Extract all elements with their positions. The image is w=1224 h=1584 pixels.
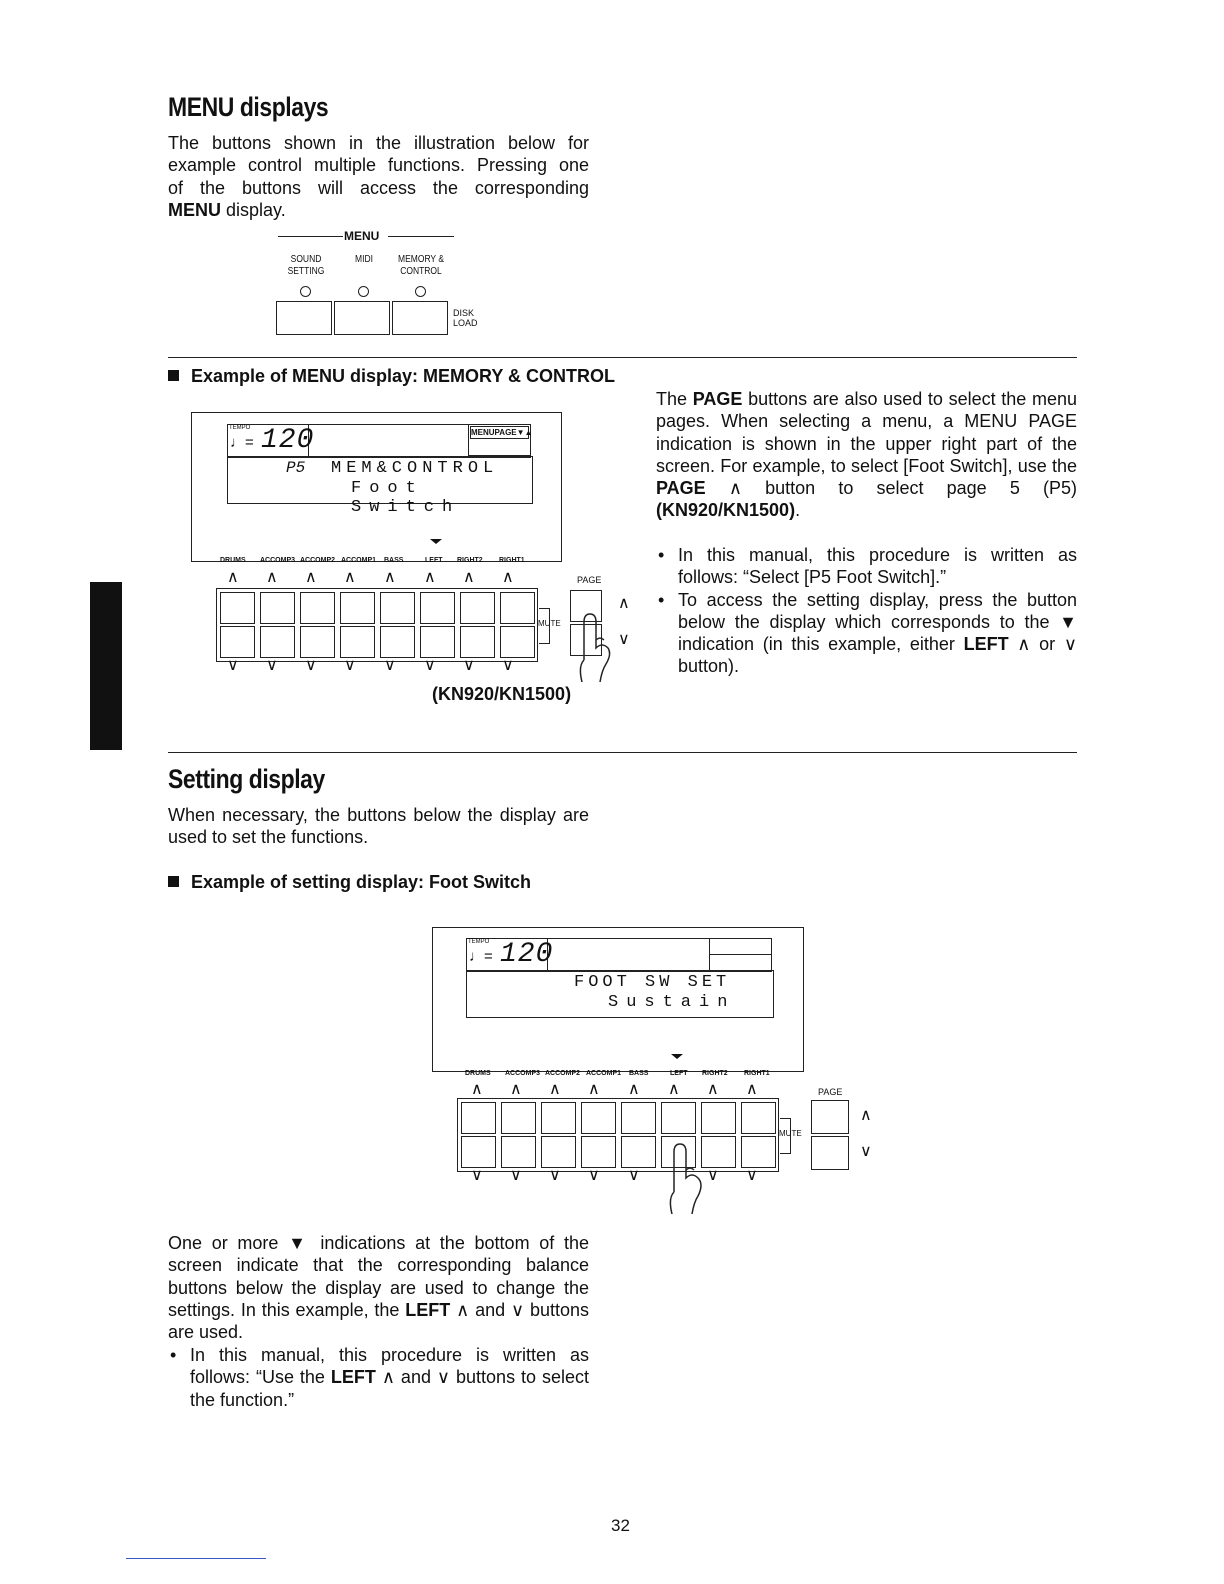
balance-up-button[interactable]: [701, 1102, 736, 1134]
balance-button-grid: [454, 1082, 884, 1212]
page-label: PAGE: [577, 575, 602, 585]
chevron-up-icon: ∧: [502, 569, 514, 586]
lcd-text-box: [227, 456, 533, 517]
chevron-down-icon: ∨: [549, 1167, 561, 1184]
chevron-up-icon: ∧: [707, 1081, 719, 1098]
tempo-value: 120: [500, 939, 554, 970]
bullet-item: • In this manual, this procedure is written as follows: “Select [P5 Foot Switch].”: [656, 544, 1077, 589]
chevron-down-icon: ∨: [707, 1167, 719, 1184]
channel-labels: DRUMS ACCOMP3 ACCOMP2 ACCOMP1 BASS LEFT RIGHT2 RIGHT1: [220, 557, 525, 564]
balance-up-button[interactable]: [220, 592, 255, 624]
note-icon: ♩=: [230, 434, 254, 451]
indication-paragraph: One or more ▼ indications at the bottom of the screen indicate that the corresponding balance buttons below the display are used to change the settings. In this example, the LEFT ∧ and ∨ buttons are used.: [168, 1233, 590, 1343]
bullet-square-icon: [168, 876, 179, 887]
balance-up-button[interactable]: [420, 592, 455, 624]
balance-down-button[interactable]: [300, 626, 335, 658]
chevron-up-icon: ∧: [266, 569, 278, 586]
chevron-up-icon: ∧: [471, 1081, 483, 1098]
setting-display-heading: Setting display: [168, 764, 325, 794]
balance-up-button[interactable]: [501, 1102, 536, 1134]
page-down-button[interactable]: [811, 1136, 849, 1170]
lcd-text-box: [466, 970, 774, 1018]
sound-setting-button[interactable]: [276, 301, 332, 335]
tempo-label: TEMPO: [468, 939, 490, 945]
chevron-down-icon: ∨: [502, 657, 514, 674]
menu-intro-paragraph: The buttons shown in the illustration below for example control multiple functions. Pressing one of the buttons will access the corresponding MENU display.: [168, 133, 589, 220]
balance-up-button[interactable]: [541, 1102, 576, 1134]
balance-down-button[interactable]: [460, 626, 495, 658]
pointing-hand-icon: [568, 610, 614, 682]
lcd-line-1: FOOT SW SET: [574, 973, 731, 992]
chevron-up-icon: ∧: [746, 1081, 758, 1098]
model-caption: (KN920/KN1500): [432, 684, 572, 704]
footer-line: [126, 1558, 266, 1559]
memory-control-button[interactable]: [392, 301, 448, 335]
midi-button[interactable]: [334, 301, 390, 335]
balance-up-button[interactable]: [661, 1102, 696, 1134]
balance-up-button[interactable]: [500, 592, 535, 624]
triangle-down-icon: [671, 1054, 683, 1059]
balance-down-button[interactable]: [461, 1136, 496, 1168]
balance-up-button[interactable]: [621, 1102, 656, 1134]
chevron-down-icon: ∨: [424, 657, 436, 674]
balance-up-button[interactable]: [581, 1102, 616, 1134]
balance-down-button[interactable]: [621, 1136, 656, 1168]
balance-up-button[interactable]: [461, 1102, 496, 1134]
menu-displays-heading: MENU displays: [168, 92, 329, 122]
sound-setting-label: SOUND SETTING: [287, 254, 325, 277]
lcd-line-2: Foot Switch: [351, 479, 461, 517]
mute-label: MUTE: [779, 1129, 802, 1138]
page-label: PAGE: [818, 1087, 843, 1097]
chevron-up-icon: ∧: [344, 569, 356, 586]
menu-button-panel: [268, 228, 488, 338]
chevron-up-icon: ∧: [227, 569, 239, 586]
page-up-button[interactable]: [811, 1100, 849, 1134]
balance-down-button[interactable]: [581, 1136, 616, 1168]
balance-down-button[interactable]: [420, 626, 455, 658]
chevron-up-icon: ∧: [549, 1081, 561, 1098]
divider: [168, 752, 1077, 753]
balance-down-button[interactable]: [340, 626, 375, 658]
chevron-down-icon: ∨: [618, 631, 630, 648]
tempo-box: [466, 938, 554, 972]
lcd-screen: [191, 412, 562, 562]
chevron-up-icon: ∧: [384, 569, 396, 586]
chevron-down-icon: ∨: [471, 1167, 483, 1184]
balance-up-button[interactable]: [380, 592, 415, 624]
chevron-down-icon: ∨: [384, 657, 396, 674]
led-indicator: [358, 286, 369, 297]
setting-intro-paragraph: When necessary, the buttons below the display are used to set the functions.: [168, 805, 589, 848]
balance-up-button[interactable]: [340, 592, 375, 624]
chevron-up-icon: ∧: [618, 595, 630, 612]
balance-button-grid: [212, 570, 632, 680]
balance-down-button[interactable]: [741, 1136, 776, 1168]
tempo-value: 120: [261, 425, 315, 456]
bullet-square-icon: [168, 370, 179, 381]
page-code: P5: [286, 459, 306, 477]
balance-up-button[interactable]: [300, 592, 335, 624]
balance-down-button[interactable]: [380, 626, 415, 658]
chevron-down-icon: ∨: [628, 1167, 640, 1184]
balance-down-button[interactable]: [500, 626, 535, 658]
midi-label: MIDI: [355, 254, 373, 265]
triangle-down-icon: [430, 539, 442, 544]
bullet-item: • In this manual, this procedure is written as follows: “Use the LEFT ∧ and ∨ buttons to select the function.”: [168, 1344, 589, 1411]
chevron-up-icon: ∧: [588, 1081, 600, 1098]
bullet-item: • To access the setting display, press the button below the display which corresponds to the ▼ indication (in this example, either LEFT ∧ or ∨ button).: [656, 589, 1077, 678]
chevron-down-icon: ∨: [463, 657, 475, 674]
memory-control-label: MEMORY & CONTROL: [398, 254, 444, 277]
divider: [168, 357, 1077, 358]
balance-down-button[interactable]: [220, 626, 255, 658]
mute-label: MUTE: [538, 619, 561, 628]
menu-label: MENU: [344, 229, 380, 243]
tempo-label: TEMPO: [229, 425, 251, 431]
chevron-down-icon: ∨: [510, 1167, 522, 1184]
page-number: 32: [611, 1516, 630, 1535]
chevron-down-icon: ∨: [746, 1167, 758, 1184]
chevron-up-icon: ∧: [463, 569, 475, 586]
chevron-up-icon: ∧: [628, 1081, 640, 1098]
procedure-bullets: [656, 544, 1077, 678]
example-setting-heading: Example of setting display: Foot Switch: [168, 872, 531, 893]
chevron-up-icon: ∧: [305, 569, 317, 586]
lcd-screen: [432, 927, 804, 1072]
lcd-line-1: MEM&CONTROL: [331, 459, 499, 478]
lcd-line-2: Sustain: [608, 993, 736, 1012]
menu-page-indicator: MENUPAGE▼▲: [468, 424, 531, 456]
note-icon: ♩=: [469, 948, 493, 965]
chevron-up-icon: ∧: [860, 1107, 872, 1124]
led-indicator: [415, 286, 426, 297]
balance-down-button[interactable]: [541, 1136, 576, 1168]
chevron-up-icon: ∧: [510, 1081, 522, 1098]
chevron-down-icon: ∨: [588, 1167, 600, 1184]
chevron-up-icon: ∧: [668, 1081, 680, 1098]
chevron-up-icon: ∧: [424, 569, 436, 586]
chevron-down-icon: ∨: [860, 1143, 872, 1160]
chevron-down-icon: ∨: [344, 657, 356, 674]
chevron-down-icon: ∨: [305, 657, 317, 674]
balance-up-button[interactable]: [260, 592, 295, 624]
balance-down-button[interactable]: [501, 1136, 536, 1168]
chevron-down-icon: ∨: [266, 657, 278, 674]
channel-labels: DRUMS ACCOMP3 ACCOMP2 ACCOMP1 BASS LEFT RIGHT2 RIGHT1: [465, 1070, 770, 1077]
disk-load-label: DISK LOAD: [453, 308, 478, 328]
pointing-hand-icon: [658, 1140, 708, 1214]
chapter-tab: [90, 582, 122, 750]
balance-up-button[interactable]: [741, 1102, 776, 1134]
page-buttons-paragraph: The PAGE buttons are also used to select the menu pages. When selecting a menu, a MENU PAGE indication is shown in the upper right part of the screen. For example, to select [Foot Switch], use the PAGE ∧ button to select page 5 (P5) (KN920/KN1500).: [656, 389, 1077, 521]
chevron-down-icon: ∨: [227, 657, 239, 674]
led-indicator: [300, 286, 311, 297]
balance-up-button[interactable]: [460, 592, 495, 624]
balance-down-button[interactable]: [260, 626, 295, 658]
example-menu-heading: Example of MENU display: MEMORY & CONTROL: [168, 366, 615, 387]
procedure-bullets: [168, 1344, 589, 1411]
tempo-box: [227, 424, 315, 458]
